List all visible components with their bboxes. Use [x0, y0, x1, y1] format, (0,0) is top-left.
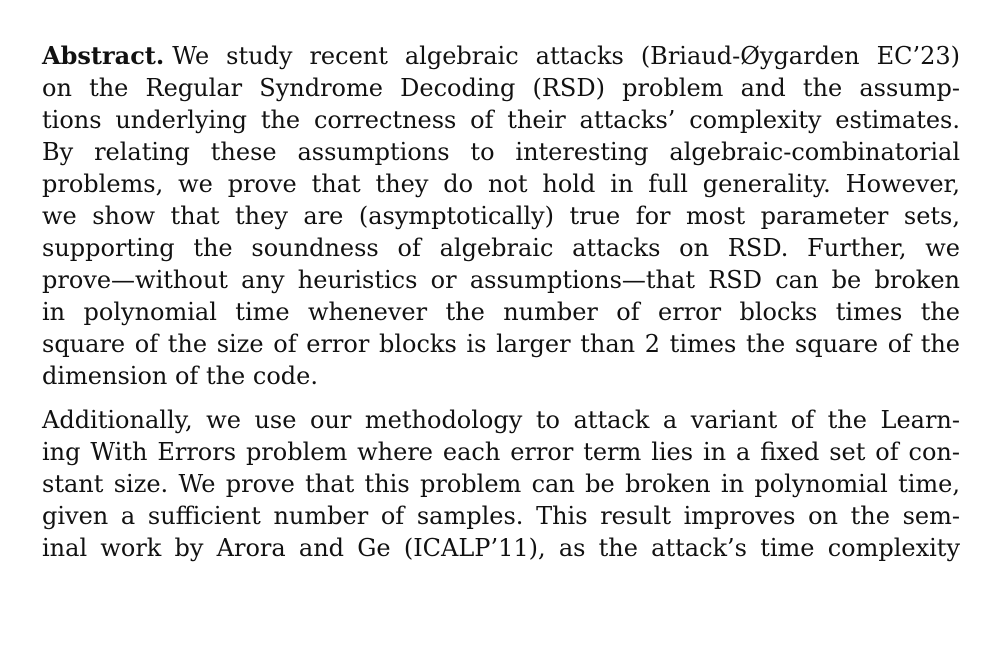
text-line: we show that they are (asymptotically) true for most parameter sets, — [42, 202, 960, 230]
abstract-section — [42, 40, 960, 564]
text-line: ing With Errors problem where each error term lies in a fixed set of con- — [42, 438, 960, 466]
text-line: dimension of the code. — [42, 362, 318, 390]
abstract-paragraph-1 — [42, 40, 960, 392]
text-line: in polynomial time whenever the number of error blocks times the — [42, 298, 960, 326]
text-line: given a sufficient number of samples. This result improves on the sem- — [42, 502, 960, 530]
text-line — [42, 40, 960, 72]
text-line-content: We study recent algebraic attacks (Briaud-Øygarden EC’23) — [172, 42, 960, 70]
text-line: inal work by Arora and Ge (ICALP’11), as the attack’s time complexity — [42, 534, 960, 562]
text-line: on the Regular Syndrome Decoding (RSD) problem and the assump- — [42, 74, 960, 102]
text-line: tions underlying the correctness of their attacks’ complexity estimates. — [42, 106, 960, 134]
abstract-label: Abstract. — [42, 41, 165, 70]
text-line: stant size. We prove that this problem can be broken in polynomial time, — [42, 470, 960, 498]
text-line: problems, we prove that they do not hold in full generality. However, — [42, 170, 960, 198]
text-line: square of the size of error blocks is larger than 2 times the square of the — [42, 330, 960, 358]
abstract-paragraph-2 — [42, 404, 960, 564]
text-line: supporting the soundness of algebraic attacks on RSD. Further, we — [42, 234, 960, 262]
text-line: prove—without any heuristics or assumptions—that RSD can be broken — [42, 266, 960, 294]
text-line: By relating these assumptions to interesting algebraic-combinatorial — [42, 138, 960, 166]
text-line: Additionally, we use our methodology to attack a variant of the Learn- — [42, 406, 960, 434]
